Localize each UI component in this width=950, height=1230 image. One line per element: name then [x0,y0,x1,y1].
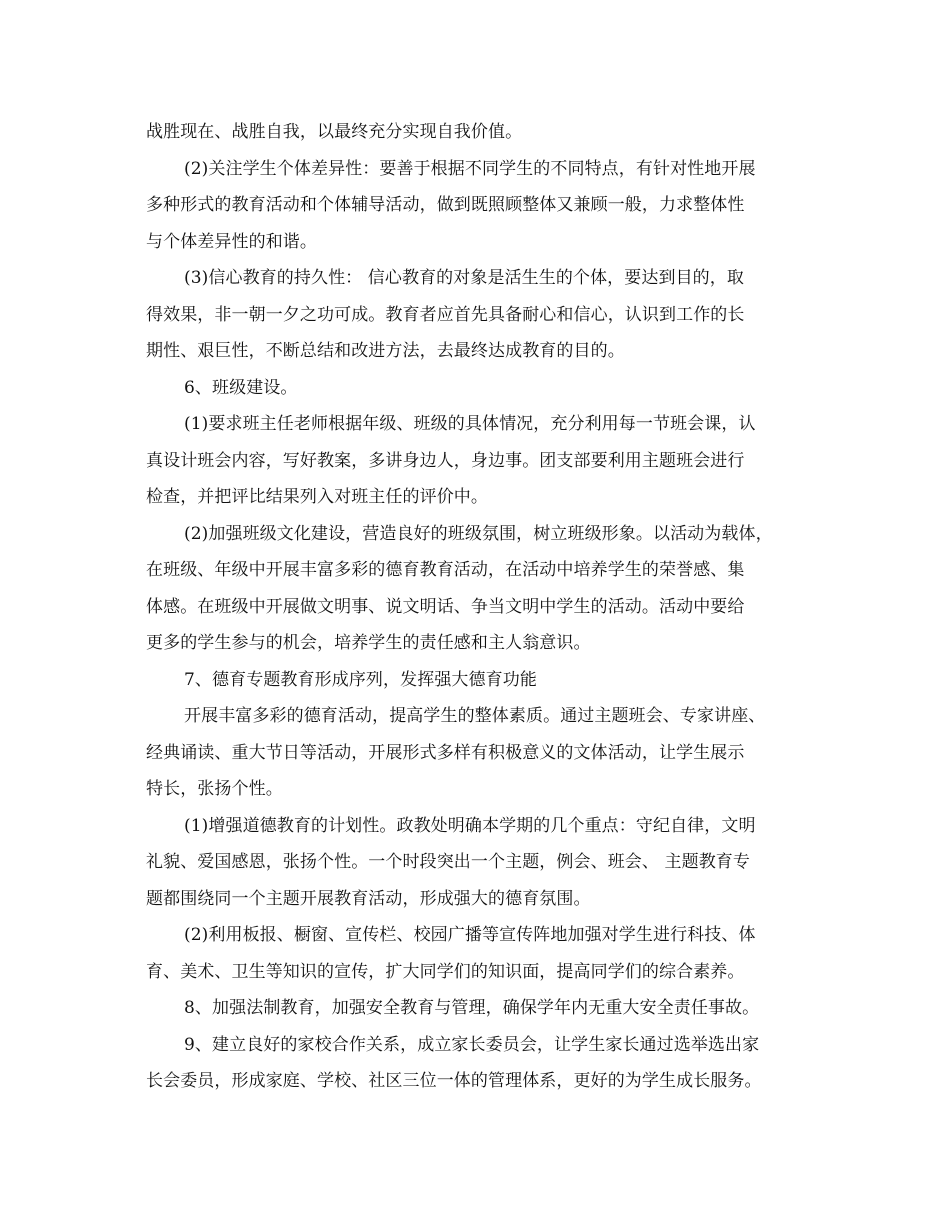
section-heading: 6、班级建设。 [184,377,298,398]
text-line: 在班级、年级中开展丰富多彩的德育教育活动，在活动中培养学生的荣誉感、集 [146,560,745,580]
text-line: 战胜现在、战胜自我，以最终充分实现自我价值。 [146,122,523,142]
text-line: (2)加强班级文化建设，营造良好的班级氛围，树立班级形象。以活动为载体， [184,523,773,544]
text-line: (2)关注学生个体差异性：要善于根据不同学生的不同特点，有针对性地开展 [184,158,756,179]
text-line: 育、美术、卫生等知识的宣传，扩大同学们的知识面，提高同学们的综合素养。 [146,961,745,982]
text-line: 题都围绕同一个主题开展教育活动，形成强大的德育氛围。 [146,888,591,909]
text-line: 真设计班会内容，写好教案，多讲身边人，身边事。团支部要利用主题班会进行 [146,450,745,471]
section-heading: 7、德育专题教育形成序列，发挥强大德育功能 [184,669,537,690]
document-body [146,114,826,1100]
text-line: (1)增强道德教育的计划性。政教处明确本学期的几个重点：守纪自律，文明 [184,815,756,836]
text-line: 期性、艰巨性，不断总结和改进方法，去最终达成教育的目的。 [146,341,625,361]
text-line: 体感。在班级中开展做文明事、说文明话、争当文明中学生的活动。活动中要给 [146,596,745,617]
text-line: 得效果，非一朝一夕之功可成。教育者应首先具备耐心和信心，认识到工作的长 [146,304,745,325]
text-line: (1)要求班主任老师根据年级、班级的具体情况，充分利用每一节班会课，认 [184,414,756,434]
text-line: (3)信心教育的持久性： 信心教育的对象是活生生的个体，要达到目的，取 [184,268,744,288]
section-heading: 9、建立良好的家校合作关系，成立家长委员会，让学生家长通过选举选出家 [184,1034,760,1055]
text-line: 开展丰富多彩的德育活动，提高学生的整体素质。通过主题班会、专家讲座、 [184,706,766,726]
text-line: 检查，并把评比结果列入对班主任的评价中。 [146,487,488,507]
section-heading: 8、加强法制教育，加强安全教育与管理，确保学年内无重大安全责任事故。 [184,998,760,1018]
text-line: 经典诵读、重大节日等活动，开展形式多样有积极意义的文体活动，让学生展示 [146,742,745,763]
text-line: 特长，张扬个性。 [146,779,283,799]
text-line: 长会委员，形成家庭、学校、社区三位一体的管理体系，更好的为学生成长服务。 [146,1071,762,1091]
text-line: 与个体差异性的和谐。 [146,231,317,252]
text-line: (2)利用板报、橱窗、宣传栏、校园广播等宣传阵地加强对学生进行科技、体 [184,925,756,945]
text-line: 礼貌、爱国感恩，张扬个性。一个时段突出一个主题，例会、班会、 主题教育专 [146,852,751,872]
text-line: 多种形式的教育活动和个体辅导活动，做到既照顾整体又兼顾一般，力求整体性 [146,195,745,215]
text-line: 更多的学生参与的机会，培养学生的责任感和主人翁意识。 [146,633,591,653]
